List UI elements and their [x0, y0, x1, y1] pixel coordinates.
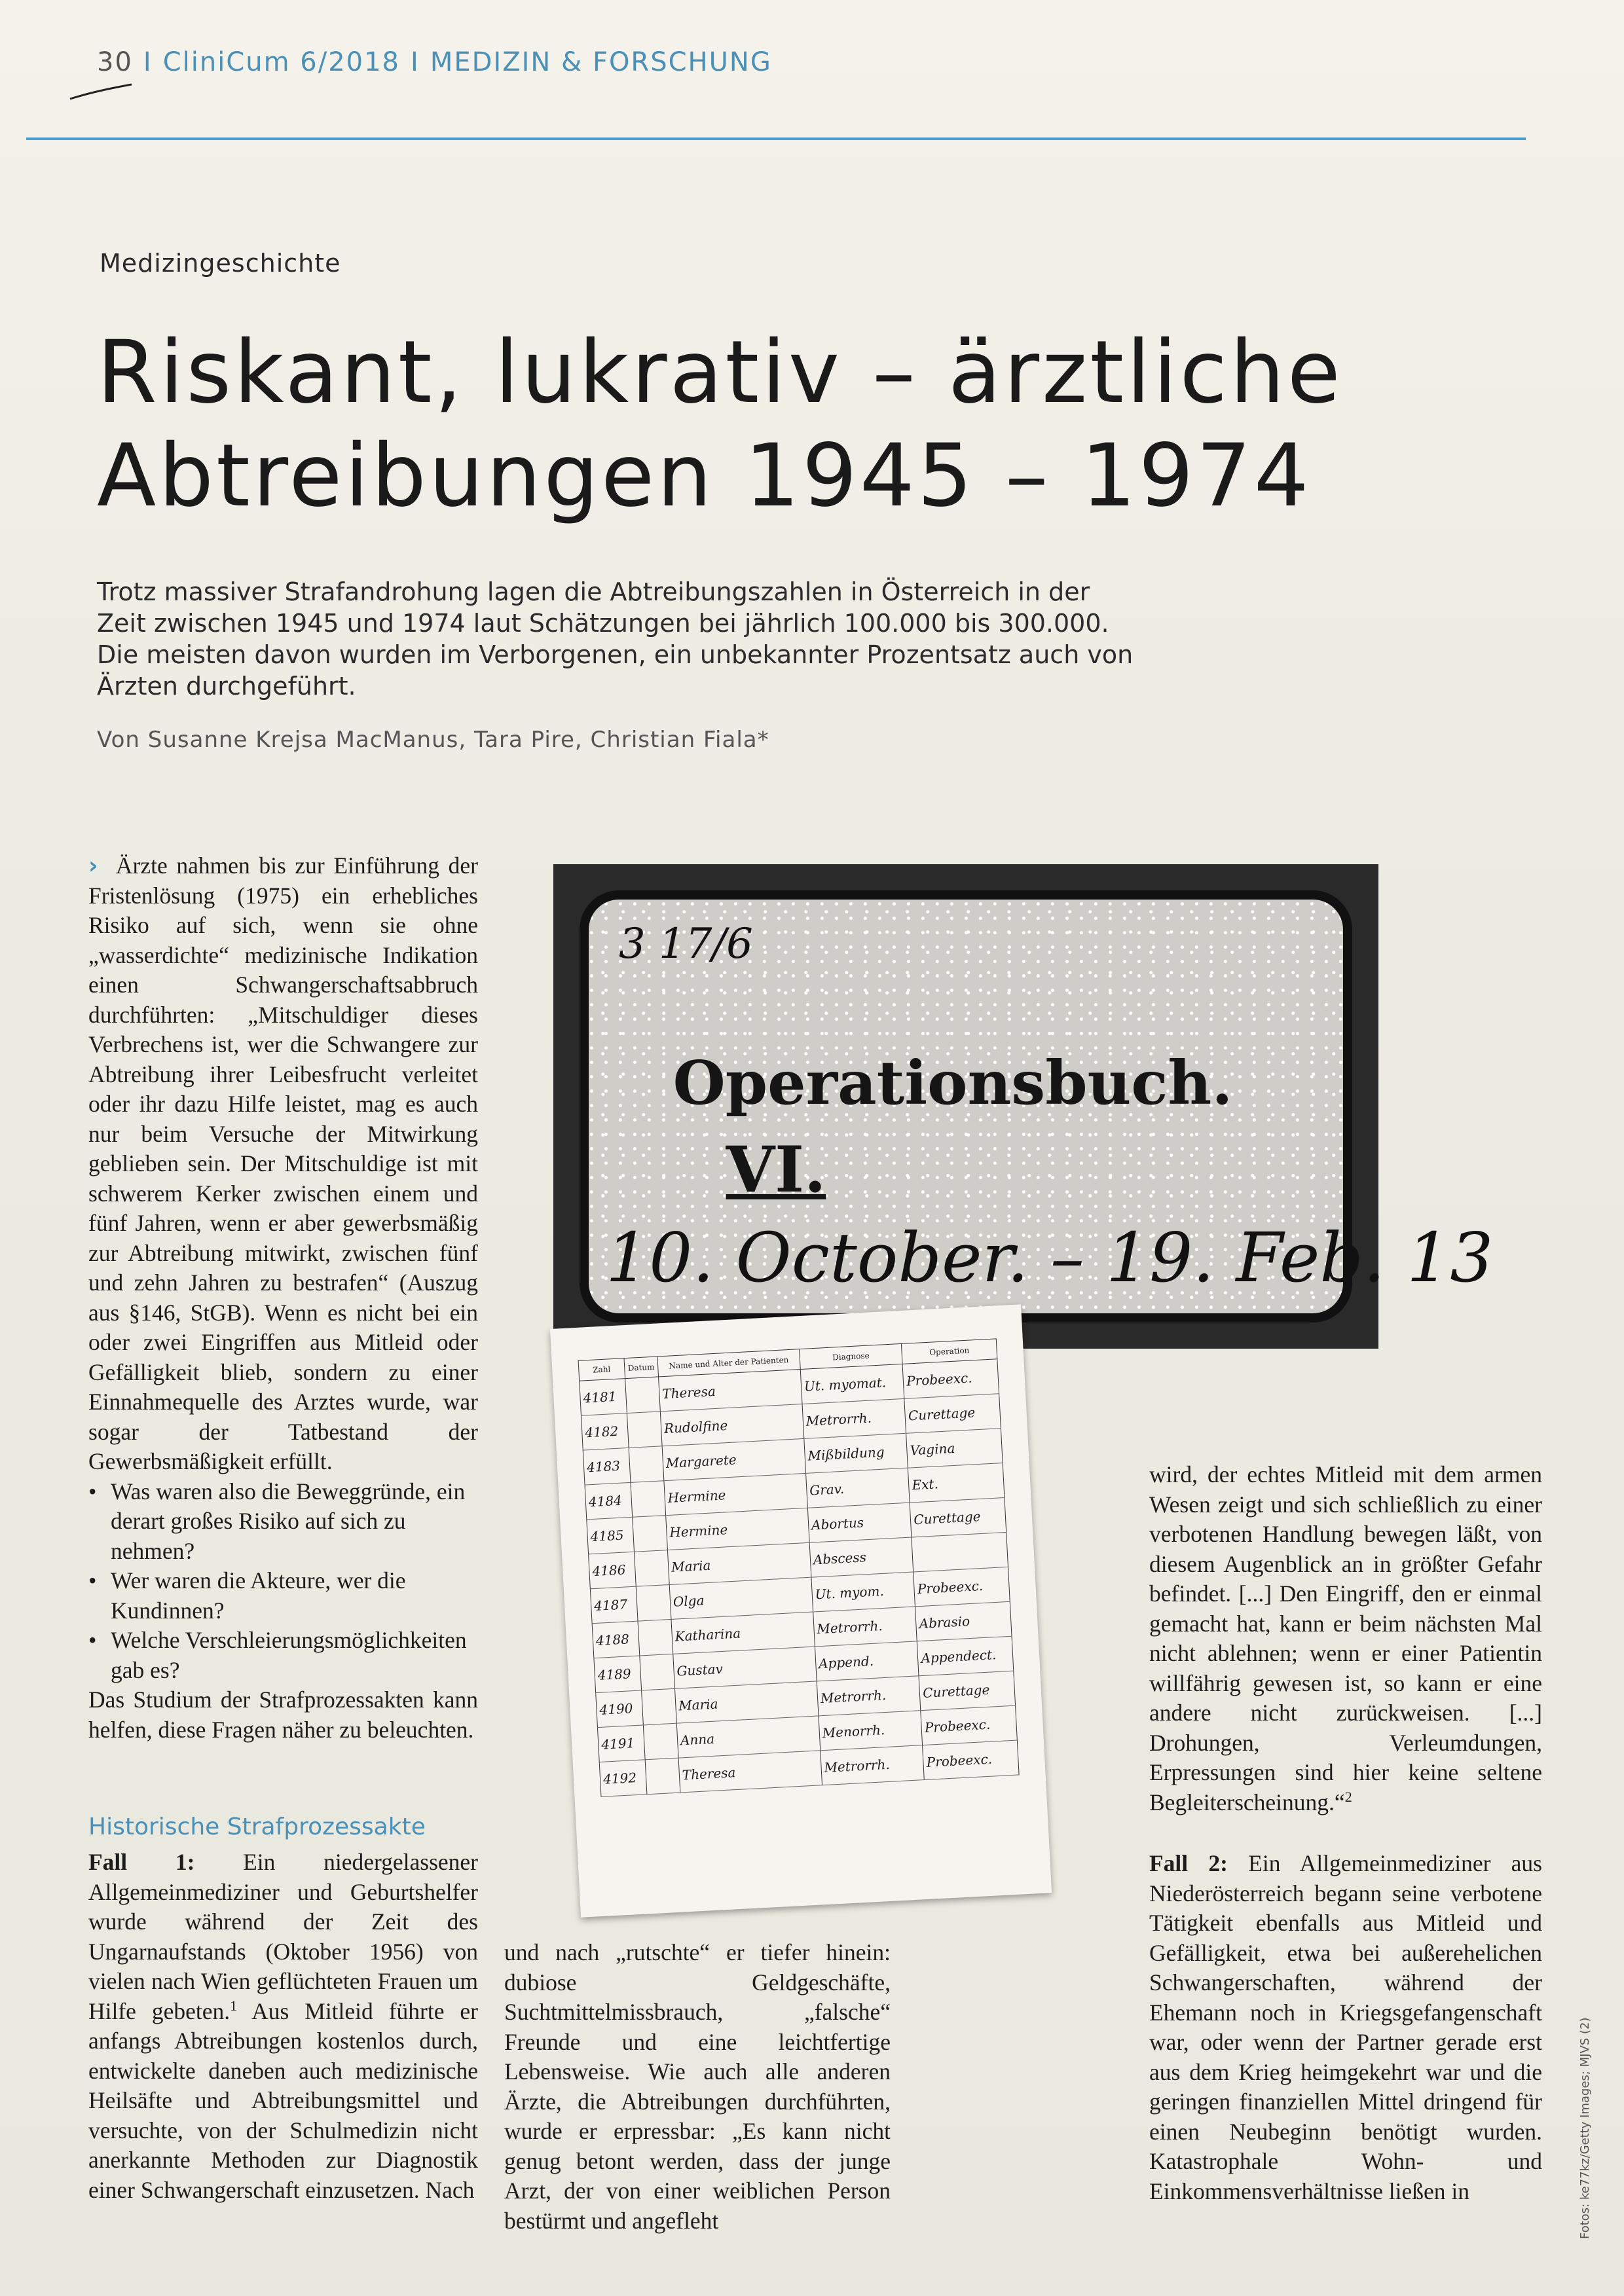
arrow-icon: ›	[88, 852, 98, 879]
footnote-ref: 2	[1344, 1788, 1352, 1805]
handwritten-number: 3 17/6	[619, 920, 753, 968]
ledger-cell	[631, 1481, 666, 1518]
ledger-cell: Gustav	[673, 1647, 817, 1688]
byline: Von Susanne Krejsa MacManus, Tara Pire, Christian Fiala*	[97, 727, 769, 753]
book-dates: 10. October. – 19. Feb. 13	[606, 1218, 1494, 1298]
ledger-photo	[550, 1304, 1052, 1917]
ledger-header: Operation	[902, 1339, 997, 1364]
ledger-cell: Hermine	[664, 1473, 807, 1515]
question-list	[88, 1477, 478, 1686]
ledger-cell	[625, 1377, 660, 1413]
ledger-cell: Abortus	[807, 1503, 912, 1542]
ledger-cell: Probeexc.	[913, 1567, 1010, 1606]
ledger-cell: 4192	[599, 1760, 647, 1797]
ledger-body	[580, 1359, 1019, 1797]
ledger-cell: Anna	[676, 1716, 820, 1758]
column-1	[88, 851, 478, 1745]
ledger-cell: Curettage	[904, 1394, 1001, 1433]
section-name: MEDIZIN & FORSCHUNG	[430, 47, 772, 77]
subheading: Historische Strafprozessakte	[88, 1813, 426, 1840]
ledger-cell: Theresa	[658, 1370, 802, 1412]
case-label: Fall 1:	[88, 1849, 195, 1875]
ledger-cell	[641, 1688, 676, 1725]
title-line-2: Abtreibungen 1945 – 1974	[97, 426, 1312, 526]
ledger-cell: Metrorrh.	[802, 1398, 906, 1438]
column-2: und nach „rutschte“ er tiefer hinein: dubiose Geldgeschäfte, Suchtmittelmissbrauch, „falsche“ Freunde und eine leichtfertige Lebensweise. Wie auch alle anderen Ärzte, die Abtreibungen durchführten, wurde er erpressbar: „Es kann nicht genug betont werden, dass der junge Arzt, der von einer weiblichen Person bestürmt und angefleht	[504, 1939, 891, 2234]
ledger-cell: Olga	[669, 1577, 813, 1619]
ledger-cell: Maria	[674, 1681, 818, 1723]
ledger-header: Diagnose	[799, 1343, 902, 1369]
ledger-cell: 4182	[581, 1413, 629, 1451]
header-rule	[26, 137, 1526, 140]
list-item: • Was waren also die Beweggründe, ein derart großes Risiko auf sich zu nehmen?	[88, 1477, 478, 1567]
ledger-cell: Metrorrh.	[817, 1676, 921, 1716]
book-volume: VI.	[726, 1133, 826, 1207]
ledger-cell: 4183	[583, 1448, 631, 1485]
ledger-cell	[912, 1532, 1008, 1571]
ledger-cell: Append.	[815, 1641, 919, 1681]
ledger-cell: 4190	[596, 1690, 644, 1728]
kicker: Medizingeschichte	[100, 249, 341, 278]
ledger-cell: Vagina	[906, 1429, 1003, 1468]
ledger-cell: 4187	[590, 1586, 638, 1624]
outro-paragraph: Das Studium der Strafprozessakten kann helfen, diese Fragen näher zu beleuchten.	[88, 1686, 478, 1743]
ledger-cell: Ut. myomat.	[800, 1364, 904, 1404]
operationsbuch-photo	[553, 864, 1494, 1349]
ledger-cell: Hermine	[665, 1508, 809, 1550]
ledger-cell	[633, 1516, 668, 1552]
ledger-cell	[634, 1550, 669, 1587]
ledger-cell: 4181	[580, 1379, 627, 1416]
page-number: 30	[97, 47, 133, 77]
ledger-cell	[627, 1412, 662, 1448]
ledger-cell: Rudolfine	[660, 1404, 803, 1446]
ledger-table	[578, 1338, 1020, 1797]
ledger-cell: Abscess	[809, 1537, 913, 1577]
ledger-cell: 4184	[585, 1482, 633, 1520]
footnote-ref: 1	[230, 1997, 238, 2014]
ledger-header: Zahl	[578, 1358, 625, 1381]
ledger-header: Name und Alter der Patienten	[657, 1349, 800, 1377]
title-line-1: Riskant, lukrativ – ärztliche	[97, 322, 1343, 423]
ledger-cell: Ut. myom.	[811, 1572, 915, 1612]
case-label: Fall 2:	[1149, 1850, 1228, 1876]
ledger-cell: Theresa	[678, 1751, 822, 1793]
column-3: wird, der echtes Mitleid mit dem armen Wesen zeigt und sich schließlich zu einer verbotenen Handlung bewegen läßt, von diesem Augenblick an in größter Gefahr befindet. [...] Den Eingriff, den er einmal gemacht hat, kann er beim nächsten Mal nicht ablehnen; wenn er einer Patientin willfährig gewesen ist, so kann er eine andere nicht zurückweisen. [...] Drohungen, Verleumdungen, Erpressungen sind hier keine seltene Begleiterscheinung.“$^2$ Fall 2: Ein Allgemeinmediziner aus Niederösterreich begann seine verbotene Tätigkeit ebenfalls aus Mitleid und Gefälligkeit, etwa bei außerehelichen Schwangerschaften, während der Ehemann noch in Kriegsgefangenschaft war, oder wenn der Partner gerade erst aus dem Krieg heimgekehrt war und die geringen finanziellen Mittel dringend für einen Neubeginn benötigt wurden. Katastrophale Wohn- und Einkommensverhältnisse ließen in	[1149, 1461, 1542, 2204]
ledger-cell: Abrasio	[915, 1601, 1012, 1641]
article-title	[97, 321, 1472, 528]
ledger-cell: Margarete	[662, 1438, 805, 1480]
ledger-cell: Metrorrh.	[813, 1607, 917, 1647]
page-header: 30 I CliniCum 6/2018 I MEDIZIN & FORSCHUNG	[97, 47, 772, 77]
ledger-cell	[645, 1758, 680, 1795]
list-item: • Welche Verschleierungsmöglichkeiten gab es?	[88, 1626, 478, 1685]
magazine-issue: CliniCum 6/2018	[162, 47, 401, 77]
ledger-cell: Metrorrh.	[821, 1745, 925, 1785]
ledger-cell: Mißbildung	[804, 1433, 908, 1473]
ledger-cell	[636, 1585, 671, 1622]
ledger-cell: Grav.	[805, 1468, 910, 1508]
ledger-header: Datum	[624, 1357, 659, 1379]
ledger-cell: Menorrh.	[819, 1711, 923, 1751]
ledger-cell	[640, 1654, 675, 1690]
ledger-cell: Appendect.	[917, 1636, 1014, 1675]
photo-credit	[1578, 2226, 1591, 2239]
ledger-cell	[643, 1723, 678, 1760]
ledger-cell: Probeexc.	[902, 1359, 999, 1398]
ledger-cell: Probeexc.	[923, 1740, 1019, 1779]
list-item: • Wer waren die Akteure, wer die Kundinnen?	[88, 1566, 478, 1626]
article-lead: Trotz massiver Strafandrohung lagen die Abtreibungszahlen in Österreich in der Zeit zwischen 1945 und 1974 laut Schätzungen bei jährlich 100.000 bis 300.000. Die meisten davon wurden im Verborgenen, ein unbekannter Prozentsatz auch von Ärzten durchgeführt.	[97, 577, 1134, 701]
ledger-cell: Maria	[667, 1542, 811, 1584]
ledger-cell	[638, 1619, 673, 1656]
ledger-cell: 4191	[597, 1725, 645, 1762]
intro-paragraph: › Ärzte nahmen bis zur Einführung der Fristenlösung (1975) ein erhebliches Risiko auf sich, wenn sie ohne „wasserdichte“ medizinische Indikation einen Schwangerschaftsabbruch durchführten: „Mitschuldiger dieses Verbrechens ist, wer die Schwangere zur Abtreibung ihrer Leibesfrucht verleitet oder ihr dazu Hilfe leistet, mag es auch nur beim Versuche der Mitwirkung geblieben sein. Der Mitschuldige ist mit schwerem Kerker zwischen einem und fünf Jahren, wenn er aber gewerbsmäßig zur Abtreibung mitwirkt, zwischen fünf und zehn Jahren zu bestrafen“ (Auszug aus §146, StGB). Wenn es nicht bei ein oder zwei Eingriffen aus Mitleid oder Gefälligkeit blieb, sondern zu einer Einnahmequelle des Arztes wurde, war sogar der Tatbestand der Gewerbsmäßigkeit erfüllt.	[88, 852, 478, 1474]
ledger-cell: Curettage	[919, 1671, 1015, 1710]
ledger-cell	[629, 1446, 664, 1483]
ledger-cell: 4189	[594, 1656, 642, 1693]
ledger-cell: 4186	[589, 1552, 637, 1589]
book-title: Operationsbuch.	[673, 1048, 1233, 1118]
ledger-cell: Ext.	[908, 1463, 1005, 1503]
ledger-cell: Katharina	[671, 1612, 815, 1654]
ledger-cell: Probeexc.	[921, 1705, 1017, 1745]
column-1-case-1: Fall 1: Ein niedergelassener Allgemeinmediziner und Geburtshelfer wurde während der Zeit des Ungarnaufstands (Oktober 1956) von vielen nach Wien geflüchteten Frauen um Hilfe gebeten.$^1$ Aus Mitleid führte er anfangs Abtreibungen kostenlos durch, entwickelte daneben auch medizinische Heilsäfte und Abtreibungsmittel und versuchte, von der Schulmedizin nicht anerkannte Methoden zur Diagnostik einer Schwangerschaft einzusetzen. Nach	[88, 1849, 478, 2203]
ledger-cell: 4185	[587, 1517, 635, 1554]
ledger-cell: 4188	[592, 1621, 640, 1658]
ledger-cell: Curettage	[910, 1498, 1006, 1537]
